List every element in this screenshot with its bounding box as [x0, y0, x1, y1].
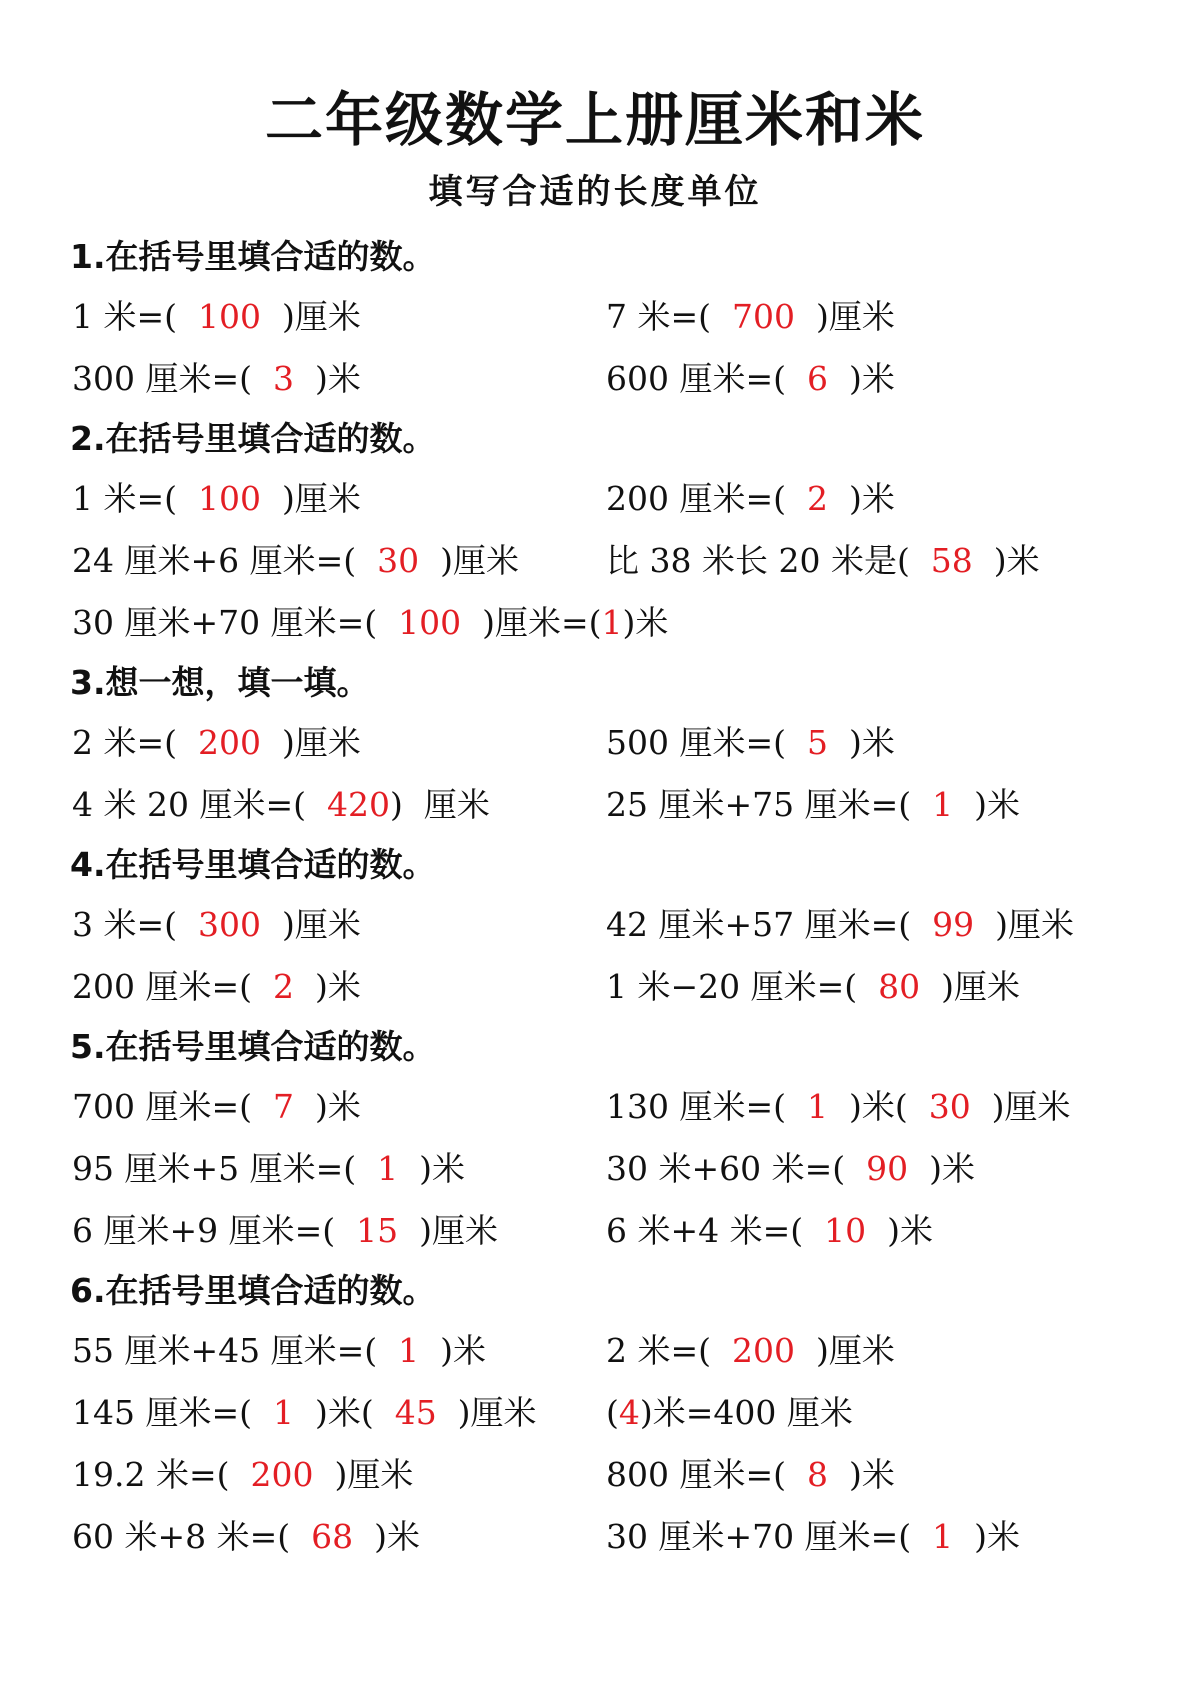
question-text: )厘米 [261, 905, 361, 944]
exercise-item [606, 348, 895, 410]
answer-value: 68 [311, 1517, 354, 1556]
section-heading: 4.在括号里填合适的数。 [70, 845, 436, 884]
question-text: )厘米 [261, 297, 361, 336]
question-text: )厘米 [261, 479, 361, 518]
exercise-item [606, 468, 895, 530]
exercise-row [72, 348, 1152, 410]
answer-value: 90 [866, 1149, 909, 1188]
exercise-item [72, 1320, 486, 1382]
exercise-item [606, 894, 1074, 956]
section-heading: 2.在括号里填合适的数。 [70, 419, 436, 458]
question-text: )厘米 [970, 1087, 1071, 1126]
question-text: )米 [622, 603, 669, 642]
exercise-item [606, 1444, 895, 1506]
answer-value: 1 [272, 1393, 294, 1432]
exercise-row [72, 592, 1152, 654]
answer-value: 3 [272, 359, 294, 398]
question-text: )米 [953, 1517, 1020, 1556]
exercise-section [72, 410, 1152, 654]
exercise-row [72, 712, 1152, 774]
question-text: 30 米+60 米=( [606, 1149, 867, 1188]
question-text: )厘米 [920, 967, 1020, 1006]
question-text: ( [606, 1393, 619, 1432]
question-text: 200 厘米=( [606, 479, 807, 518]
question-text: )厘米 [419, 541, 519, 580]
answer-value: 100 [398, 603, 462, 642]
answer-value: 100 [198, 297, 261, 336]
exercise-section [72, 1018, 1152, 1262]
exercise-row [72, 1138, 1152, 1200]
answer-value: 2 [806, 479, 828, 518]
answer-value: 80 [878, 967, 921, 1006]
section-heading: 1.在括号里填合适的数。 [70, 237, 436, 276]
question-text: 42 厘米+57 厘米=( [606, 905, 933, 944]
exercise-item [72, 1382, 537, 1444]
exercise-item [606, 712, 895, 774]
question-text: 145 厘米=( [72, 1393, 273, 1432]
question-text: )米 [827, 1455, 895, 1494]
answer-value: 1 [932, 785, 954, 824]
answer-value: 4 [618, 1393, 640, 1432]
question-text: )厘米 [795, 297, 895, 336]
exercise-item [606, 956, 1020, 1018]
exercise-item [606, 1076, 1071, 1138]
exercise-row [72, 1076, 1152, 1138]
answer-value: 5 [806, 723, 828, 762]
exercise-list [72, 228, 1152, 1568]
question-text: 6 厘米+9 厘米=( [72, 1211, 357, 1250]
exercise-item [72, 348, 361, 410]
question-text: )米 [953, 785, 1020, 824]
answer-value: 200 [198, 723, 261, 762]
question-text: )米 [908, 1149, 975, 1188]
question-text: 比 38 米长 20 米是( [606, 541, 931, 580]
exercise-item [72, 774, 490, 836]
exercise-item [72, 468, 361, 530]
page-subtitle: 填写合适的长度单位 [428, 172, 762, 212]
question-text: 3 米=( [72, 905, 198, 944]
exercise-item [606, 286, 895, 348]
question-text: 19.2 米=( [72, 1455, 251, 1494]
exercise-row [72, 774, 1152, 836]
exercise-item [72, 1076, 361, 1138]
answer-value: 2 [272, 967, 294, 1006]
exercise-section [72, 228, 1152, 410]
question-text: )厘米 [398, 1211, 498, 1250]
answer-value: 10 [824, 1211, 867, 1250]
question-text: 95 厘米+5 厘米=( [72, 1149, 378, 1188]
exercise-row [72, 530, 1152, 592]
answer-value: 58 [930, 541, 973, 580]
question-text: 6 米+4 米=( [606, 1211, 825, 1250]
exercise-section [72, 836, 1152, 1018]
exercise-item [72, 592, 668, 654]
exercise-item [72, 1138, 465, 1200]
answer-value: 200 [732, 1331, 795, 1370]
question-text: )厘米 [436, 1393, 537, 1432]
question-text: )米 [827, 723, 895, 762]
exercise-item [72, 286, 361, 348]
question-text: 1 米=( [72, 297, 198, 336]
question-text: )米 [293, 1087, 361, 1126]
answer-value: 1 [806, 1087, 828, 1126]
answer-value: 30 [928, 1087, 971, 1126]
answer-value: 99 [932, 905, 975, 944]
exercise-item [606, 1138, 975, 1200]
exercise-row [72, 1444, 1152, 1506]
exercise-item [72, 1200, 498, 1262]
exercise-row [72, 286, 1152, 348]
answer-value: 700 [732, 297, 795, 336]
question-text: )厘米=( [461, 603, 602, 642]
exercise-item [606, 1506, 1020, 1568]
question-text: )厘米 [313, 1455, 414, 1494]
answer-value: 300 [198, 905, 261, 944]
exercise-item [72, 1506, 420, 1568]
answer-value: 1 [377, 1149, 399, 1188]
question-text: ) 厘米 [389, 785, 490, 824]
question-text: )厘米 [795, 1331, 895, 1370]
exercise-item [606, 1200, 933, 1262]
question-text: 55 厘米+45 厘米=( [72, 1331, 399, 1370]
answer-value: 30 [377, 541, 420, 580]
section-heading: 3.想一想，填一填。 [70, 663, 370, 702]
question-text: )米 [353, 1517, 420, 1556]
exercise-row [72, 1506, 1152, 1568]
section-heading: 6.在括号里填合适的数。 [70, 1271, 436, 1310]
exercise-item [72, 1444, 413, 1506]
answer-value: 100 [198, 479, 261, 518]
answer-value: 1 [932, 1517, 954, 1556]
answer-value: 200 [250, 1455, 314, 1494]
exercise-row [72, 894, 1152, 956]
question-text: 1 米=( [72, 479, 198, 518]
question-text: 800 厘米=( [606, 1455, 807, 1494]
answer-value: 45 [394, 1393, 437, 1432]
question-text: 2 米=( [606, 1331, 732, 1370]
answer-value: 1 [601, 603, 623, 642]
question-text: 200 厘米=( [72, 967, 273, 1006]
question-text: 25 厘米+75 厘米=( [606, 785, 933, 824]
question-text: 24 厘米+6 厘米=( [72, 541, 378, 580]
answer-value: 8 [806, 1455, 828, 1494]
question-text: 500 厘米=( [606, 723, 807, 762]
question-text: )米 [827, 359, 895, 398]
question-text: 2 米=( [72, 723, 198, 762]
exercise-row [72, 1200, 1152, 1262]
question-text: )米 [827, 479, 895, 518]
exercise-item [72, 712, 361, 774]
question-text: 1 米−20 厘米=( [606, 967, 879, 1006]
exercise-item [606, 1382, 853, 1444]
answer-value: 1 [398, 1331, 420, 1370]
question-text: 300 厘米=( [72, 359, 273, 398]
question-text: 700 厘米=( [72, 1087, 273, 1126]
question-text: 600 厘米=( [606, 359, 807, 398]
question-text: )米 [293, 359, 361, 398]
page-title: 二年级数学上册厘米和米 [264, 86, 925, 154]
exercise-section [72, 1262, 1152, 1568]
question-text: 30 厘米+70 厘米=( [72, 603, 399, 642]
question-text: )米 [398, 1149, 465, 1188]
exercise-item [606, 774, 1020, 836]
exercise-item [72, 530, 519, 592]
exercise-row [72, 1382, 1152, 1444]
question-text: )厘米 [261, 723, 361, 762]
question-text: )米 [419, 1331, 486, 1370]
exercise-item [606, 1320, 895, 1382]
question-text: 30 厘米+70 厘米=( [606, 1517, 933, 1556]
question-text: )米=400 厘米 [639, 1393, 853, 1432]
question-text: 130 厘米=( [606, 1087, 807, 1126]
question-text: )米( [827, 1087, 929, 1126]
answer-value: 7 [272, 1087, 294, 1126]
question-text: 7 米=( [606, 297, 732, 336]
question-text: 60 米+8 米=( [72, 1517, 312, 1556]
answer-value: 6 [806, 359, 828, 398]
exercise-row [72, 956, 1152, 1018]
exercise-row [72, 468, 1152, 530]
exercise-item [72, 956, 361, 1018]
exercise-item [72, 894, 361, 956]
question-text: )米 [866, 1211, 933, 1250]
section-heading: 5.在括号里填合适的数。 [70, 1027, 436, 1066]
question-text: )米( [293, 1393, 395, 1432]
answer-value: 420 [326, 785, 390, 824]
exercise-item [606, 530, 1040, 592]
question-text: 4 米 20 厘米=( [72, 785, 327, 824]
question-text: )厘米 [974, 905, 1074, 944]
question-text: )米 [972, 541, 1040, 580]
exercise-row [72, 1320, 1152, 1382]
exercise-section [72, 654, 1152, 836]
answer-value: 15 [356, 1211, 399, 1250]
question-text: )米 [293, 967, 361, 1006]
